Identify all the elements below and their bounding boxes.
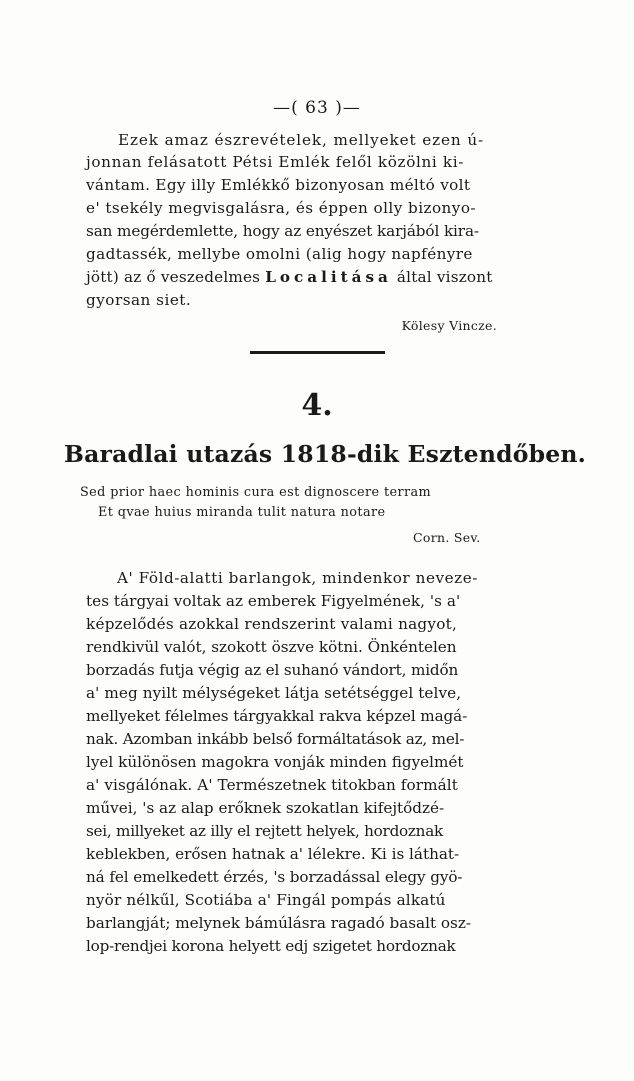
section-divider: [250, 351, 385, 354]
body-line-13: keblekben, erősen hatnak a' lélekre. Ki is láthat-: [86, 845, 460, 863]
body-line-17: lop-rendjei korona helyett edj szigetet hordoznak: [86, 937, 456, 955]
page-number: —( 63 )—: [273, 98, 361, 118]
section-title: Baradlai utazás 1818-dik Esztendőben.: [64, 440, 587, 468]
body-line-3: képzelődés azokkal rendszerint valami nagyot,: [86, 615, 458, 633]
localitasa-word: Localitása: [265, 268, 392, 286]
body-line-9: lyel különösen magokra vonják minden figyelmét: [86, 753, 464, 771]
epigraph-line-1: Sed prior haec hominis cura est dignoscere terram: [80, 485, 432, 500]
body-line-10: a' visgálónak. A' Természetnek titokban formált: [86, 776, 458, 794]
signature: Kölesy Vincze.: [401, 318, 497, 333]
body-line-8: nak. Azomban inkább belső formáltatások az, mel-: [86, 730, 465, 748]
intro-line-1: Ezek amaz észrevételek, mellyeket ezen ú-: [118, 131, 485, 149]
section-number: 4.: [301, 388, 333, 423]
intro-line-8: gyorsan siet.: [86, 291, 192, 309]
body-line-7: mellyeket félelmes tárgyakkal rakva képzel magá-: [86, 707, 468, 725]
body-line-1: A' Föld-alatti barlangok, mindenkor neveze-: [117, 569, 478, 587]
epigraph-author: Corn. Sev.: [413, 530, 481, 545]
body-line-5: borzadás futja végig az el suhanó vándort, midőn: [86, 661, 459, 679]
body-line-11: művei, 's az alap erőknek szokatlan kifejtődzé-: [86, 799, 445, 817]
intro-line-4: e' tsekély megvisgalásra, és éppen olly bizonyo-: [86, 199, 476, 217]
intro-line-3: vántam. Egy illy Emlékkő bizonyosan méltó volt: [86, 176, 471, 194]
intro-line-6: gadtassék, mellybe omolni (alig hogy napfényre: [86, 245, 473, 263]
body-line-4: rendkivül valót, szokott öszve kötni. Önkéntelen: [86, 638, 457, 656]
body-line-14: ná fel emelkedett érzés, 's borzadással elegy gyö-: [86, 868, 463, 886]
body-line-15: nyör nélkűl, Scotiába a' Fingál pompás alkatú: [86, 891, 446, 909]
body-line-6: a' meg nyilt mélységeket látja setétséggel telve,: [86, 684, 462, 702]
body-line-2: tes tárgyai voltak az emberek Figyelmének, 's a': [86, 592, 461, 610]
intro-line-7-suffix: által viszont: [391, 268, 493, 286]
intro-line-7-prefix: jött) az ő veszedelmes: [86, 268, 266, 286]
epigraph-line-2: Et qvae huius miranda tulit natura notare: [98, 505, 386, 520]
intro-line-5: san megérdemlette, hogy az enyészet karjából kira-: [86, 222, 479, 240]
intro-line-7: [86, 270, 493, 285]
body-line-16: barlangját; melynek bámúlásra ragadó basalt osz-: [86, 914, 471, 932]
intro-line-2: jonnan felásatott Pétsi Emlék felől közölni ki-: [86, 153, 465, 171]
body-line-12: sei, millyeket az illy el rejtett helyek, hordoznak: [86, 822, 443, 840]
